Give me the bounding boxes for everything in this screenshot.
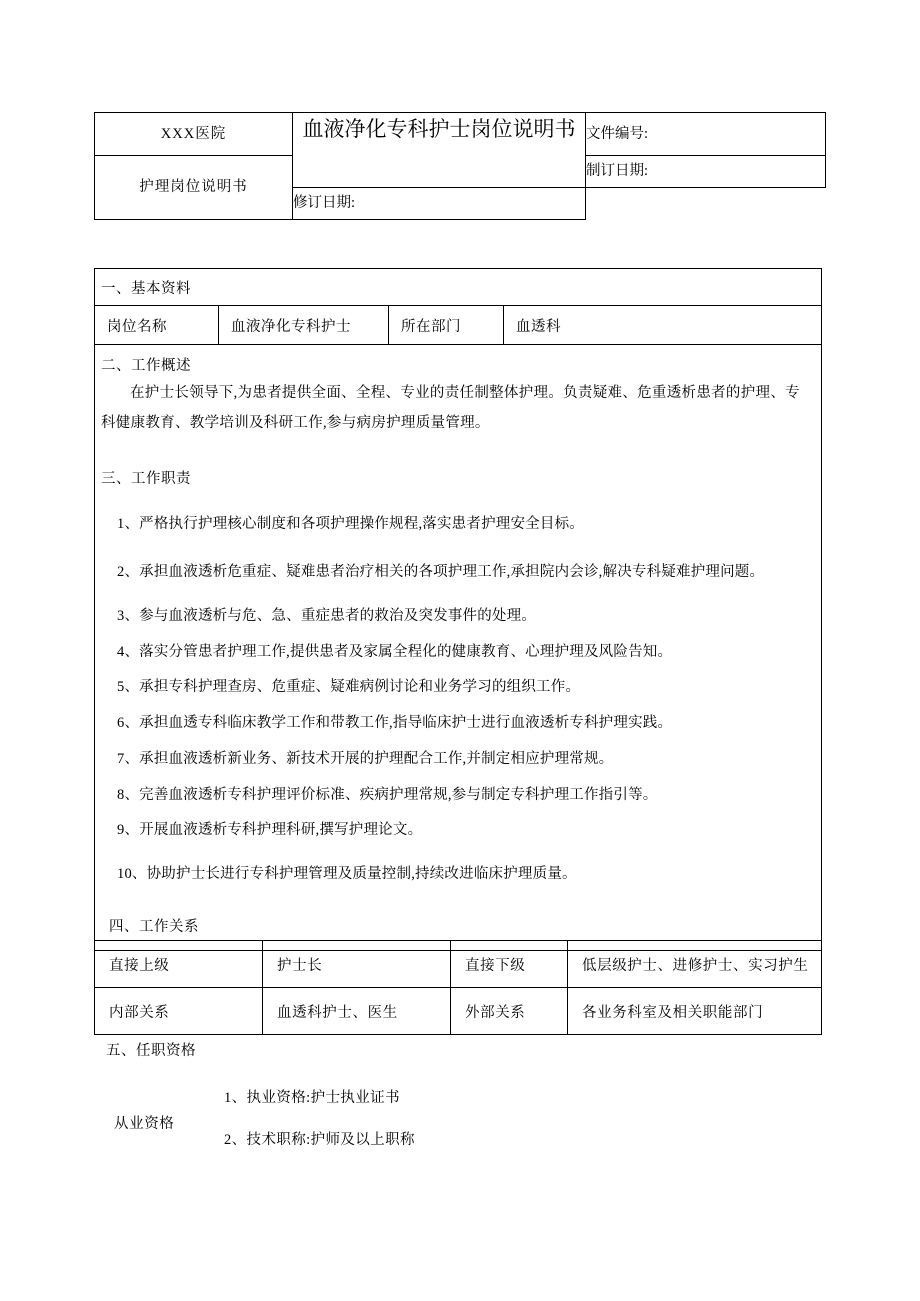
external-relations-label: 外部关系 [451,988,568,1035]
section-heading-basic-info: 一、基本资料 [95,269,821,306]
work-relations-row-1 [95,941,822,988]
duty-item-1: 1、严格执行护理核心制度和各项护理操作规程,落实患者护理安全目标。 [117,516,584,533]
work-relations-table [94,940,822,1035]
revised-date-label: 修订日期: [293,188,586,220]
duty-item-4: 4、落实分管患者护理工作,提供患者及家属全程化的健康教育、心理护理及风险告知。 [117,643,673,660]
section-heading-work-duties: 三、工作职责 [101,471,191,488]
work-overview-paragraph: 在护士长领导下,为患者提供全面、全程、专业的责任制整体护理。负责疑难、危重透析患者的护理、专科健康教育、教学培训及科研工作,参与病房护理质量管理。 [101,385,800,431]
main-content-box [94,268,822,951]
section-heading-qualification: 五、任职资格 [106,1043,196,1059]
duty-item-5: 5、承担专科护理查房、危重症、疑难病例讨论和业务学习的组织工作。 [117,679,581,696]
duty-item-7: 7、承担血液透析新业务、新技术开展的护理配合工作,并制定相应护理常规。 [117,750,614,767]
basic-info-table [95,306,821,345]
duty-item-2: 2、承担血液透析危重症、疑难患者治疗相关的各项护理工作,承担院内会诊,解决专科疑难护理问题。 [117,564,765,581]
direct-subordinate-label: 直接下级 [451,941,568,988]
narrative-body [95,345,821,950]
qualification-label: 从业资格 [114,1116,175,1132]
basic-info-row [95,306,821,345]
document-title-cell [293,113,586,188]
created-date-label: 制订日期: [586,156,826,188]
internal-relations-label: 内部关系 [95,988,263,1035]
direct-superior-label: 直接上级 [95,941,263,988]
header-row-1 [95,113,826,156]
qualification-body [94,1082,822,1162]
position-name-label: 岗位名称 [95,306,219,345]
external-relations-value: 各业务科室及相关职能部门 [568,988,822,1035]
direct-superior-value: 护士长 [263,941,451,988]
document-kind-cell: 护理岗位说明书 [95,156,293,220]
qualification-section [94,1039,822,1162]
duty-item-6: 6、承担血透专科临床教学工作和带教工作,指导临床护士进行血液透析专科护理实践。 [117,715,673,732]
qualification-line-1: 1、执业资格:护士执业证书 [224,1090,400,1106]
document-title-text: 血液净化专科护士岗位说明书 [302,117,576,141]
duty-item-9: 9、开展血液透析专科护理科研,撰写护理论文。 [117,822,423,839]
qualification-line-2: 2、技术职称:护师及以上职称 [224,1132,415,1148]
work-relations-row-2 [95,988,822,1035]
organization-name-cell: XXX医院 [95,113,293,156]
duty-item-3: 3、参与血液透析与危、急、重症患者的救治及突发事件的处理。 [117,607,537,624]
department-value: 血透科 [504,306,822,345]
section-heading-work-overview: 二、工作概述 [101,358,191,374]
duty-item-10: 10、协助护士长进行专科护理管理及质量控制,持续改进临床护理质量。 [117,866,577,883]
document-number-label: 文件编号: [586,113,826,156]
internal-relations-value: 血透科护士、医生 [263,988,451,1035]
department-label: 所在部门 [389,306,504,345]
section-heading-work-relations: 四、工作关系 [109,918,199,935]
document-header-table [94,112,826,220]
position-name-value: 血液净化专科护士 [219,306,389,345]
direct-subordinate-value: 低层级护士、进修护士、实习护生 [568,941,822,988]
duty-item-8: 8、完善血液透析专科护理评价标准、疾病护理常规,参与制定专科护理工作指引等。 [117,786,658,803]
